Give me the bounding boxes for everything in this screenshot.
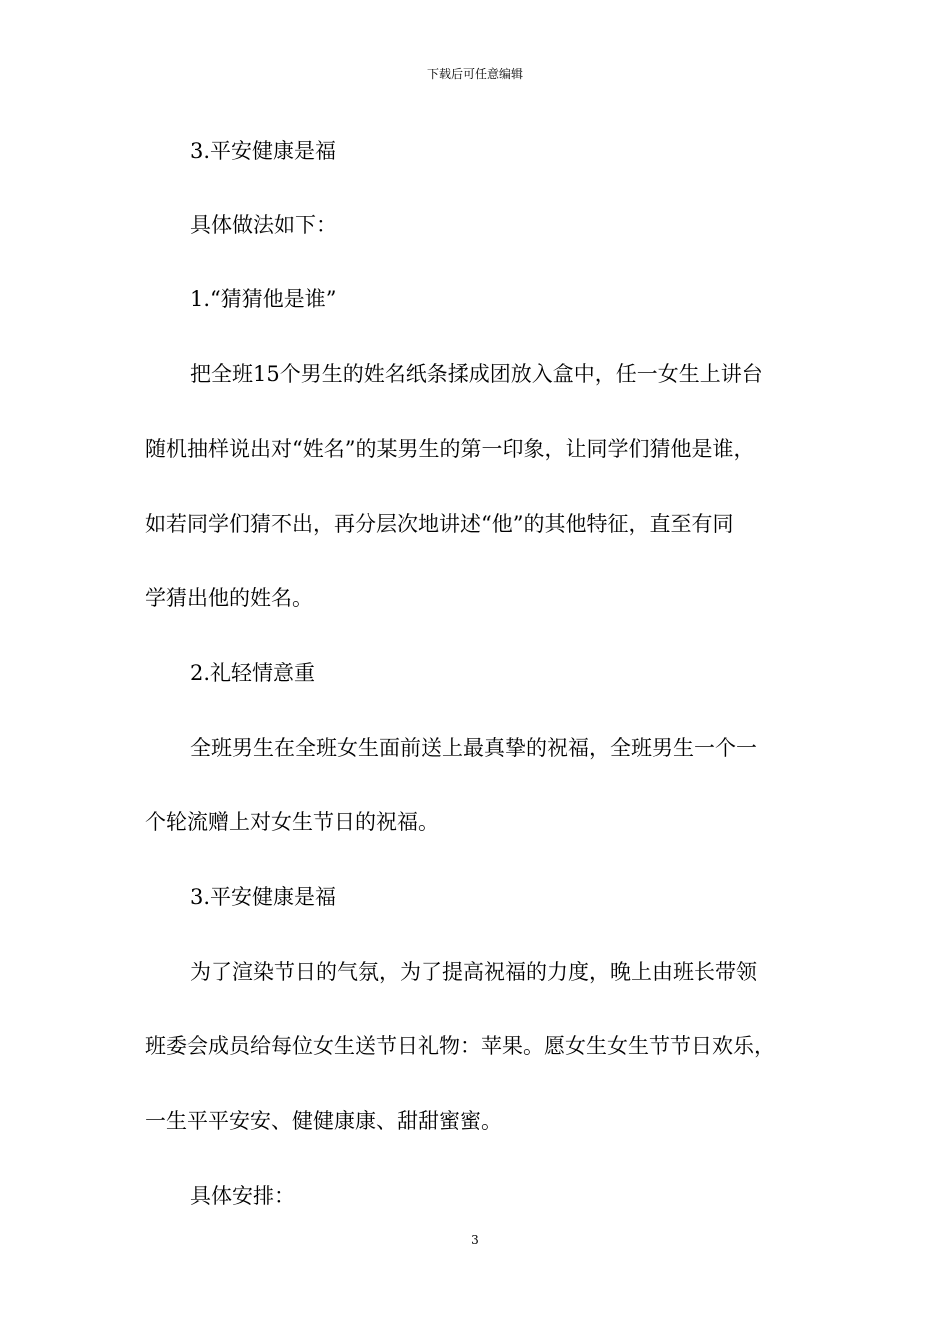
paragraph-line: 把全班15个男生的姓名纸条揉成团放入盒中，任一女生上讲台: [190, 362, 763, 386]
page-number: 3: [471, 1233, 479, 1247]
section-heading: 3.平安健康是福: [190, 885, 337, 909]
paragraph-line: 随机抽样说出对“姓名”的某男生的第一印象，让同学们猜他是谁，: [145, 437, 755, 461]
paragraph-line: 班委会成员给每位女生送节日礼物：苹果。愿女生女生节节日欢乐，: [145, 1034, 775, 1058]
paragraph-line: 个轮流赠上对女生节日的祝福。: [145, 810, 439, 834]
paragraph-line: 为了渲染节日的气氛，为了提高祝福的力度，晚上由班长带领: [190, 960, 757, 984]
section-heading: 3.平安健康是福: [190, 139, 337, 163]
paragraph-line: 如若同学们猜不出，再分层次地讲述“他”的其他特征，直至有同: [145, 512, 734, 536]
paragraph-line: 学猜出他的姓名。: [145, 586, 313, 610]
paragraph-line: 全班男生在全班女生面前送上最真挚的祝福，全班男生一个一: [190, 736, 757, 760]
paragraph-line: 一生平平安安、健健康康、甜甜蜜蜜。: [145, 1109, 502, 1133]
section-heading: 2.礼轻情意重: [190, 661, 316, 685]
paragraph-line: 具体做法如下：: [190, 213, 337, 237]
paragraph-line: 具体安排：: [190, 1184, 295, 1208]
page-header: 下载后可任意编辑: [426, 67, 523, 81]
section-heading: 1.“猜猜他是谁”: [190, 287, 337, 311]
